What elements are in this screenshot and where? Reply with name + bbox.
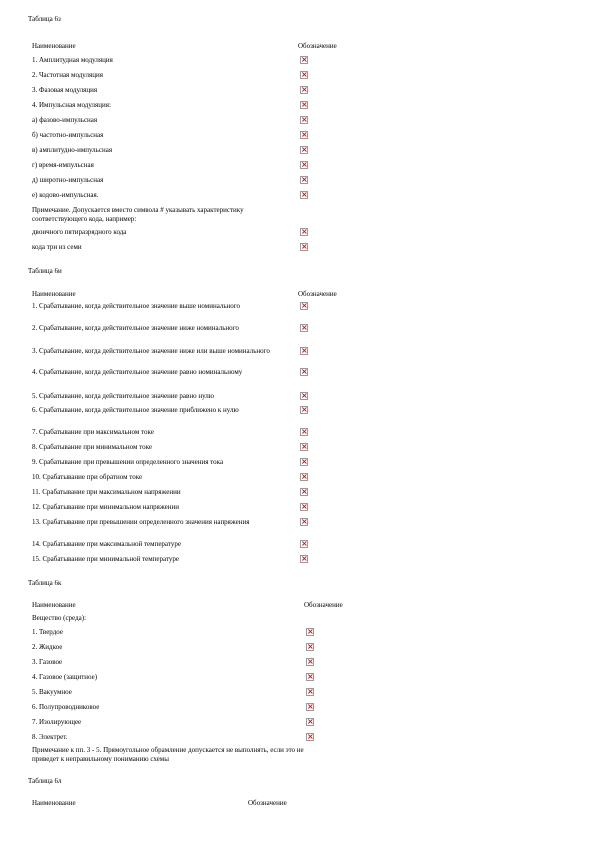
- table-caption: Таблица 6и: [28, 267, 62, 275]
- broken-image-icon: [300, 503, 308, 511]
- broken-image-icon: [306, 658, 314, 666]
- column-header-symbol: Обозначение: [298, 290, 337, 298]
- broken-image-icon: [300, 302, 308, 310]
- broken-image-icon: [306, 703, 314, 711]
- broken-image-icon: [306, 643, 314, 651]
- table-subhead: Вещество (среда):: [32, 614, 87, 622]
- broken-image-icon: [300, 71, 308, 79]
- broken-image-icon: [300, 443, 308, 451]
- row-label: 8. Электрет.: [32, 733, 68, 741]
- row-label: 2. Жидкое: [32, 643, 63, 651]
- broken-image-icon: [300, 406, 308, 414]
- row-label: б) частотно-импульсная: [32, 131, 104, 139]
- row-label: 8. Срабатывание при минимальном токе: [32, 443, 152, 451]
- row-label: 1. Амплитудная модуляция: [32, 56, 113, 64]
- row-label: 1. Твердое: [32, 628, 63, 636]
- row-label: 7. Изолирующее: [32, 718, 82, 726]
- table-6i: [28, 266, 568, 563]
- broken-image-icon: [300, 458, 308, 466]
- row-label: двоичного пятиразрядного кода: [32, 228, 127, 236]
- broken-image-icon: [300, 228, 308, 236]
- broken-image-icon: [300, 518, 308, 526]
- row-label: 7. Срабатывание при максимальном токе: [32, 428, 154, 436]
- broken-image-icon: [306, 688, 314, 696]
- row-label: а) фазово-импульсная: [32, 116, 98, 124]
- broken-image-icon: [300, 116, 308, 124]
- row-label: 6. Полупроводниковое: [32, 703, 100, 711]
- broken-image-icon: [300, 176, 308, 184]
- broken-image-icon: [300, 101, 308, 109]
- row-label: 10. Срабатывание при обратном токе: [32, 473, 143, 481]
- broken-image-icon: [306, 673, 314, 681]
- table-note: Примечание к пп. 3 - 5. Прямоугольное обрамление допускается не выполнять, если это не приведет к неправильному пониманию схемы: [32, 746, 304, 763]
- table-caption: Таблица 6л: [28, 777, 62, 785]
- broken-image-icon: [300, 243, 308, 251]
- broken-image-icon: [300, 392, 308, 400]
- column-header-name: Наименование: [32, 290, 76, 298]
- row-label: д) широтно-импульсная: [32, 176, 104, 184]
- broken-image-icon: [306, 718, 314, 726]
- column-header-name: Наименование: [32, 799, 76, 807]
- broken-image-icon: [300, 473, 308, 481]
- row-label: 15. Срабатывание при минимальной температуре: [32, 555, 180, 563]
- row-label: 12. Срабатывание при минимальном напряжении: [32, 503, 179, 511]
- table-caption: Таблица 6к: [28, 579, 62, 587]
- row-label: 5. Срабатывание, когда действительное значение равно нулю: [32, 392, 214, 400]
- broken-image-icon: [300, 540, 308, 548]
- row-label: 4. Срабатывание, когда действительное значение равно номинальному: [32, 368, 243, 376]
- column-header-symbol: Обозначение: [298, 42, 337, 50]
- row-label: 4. Импульсная модуляция:: [32, 101, 111, 109]
- broken-image-icon: [300, 131, 308, 139]
- table-note: Примечание. Допускается вместо символа # указывать характеристику соответствующего кода, например:: [32, 206, 244, 223]
- column-header-symbol: Обозначение: [248, 799, 287, 807]
- column-header-name: Наименование: [32, 42, 76, 50]
- row-label: 3. Срабатывание, когда действительное значение ниже или выше номинального: [32, 347, 270, 355]
- table-caption: Таблица 6з: [28, 15, 61, 23]
- table-6l: [28, 776, 568, 807]
- table-6k: [28, 578, 568, 763]
- row-label: в) амплитудно-импульсная: [32, 146, 113, 154]
- row-label: кода три из семи: [32, 243, 82, 251]
- broken-image-icon: [300, 191, 308, 199]
- row-label: 6. Срабатывание, когда действительное значение приближено к нулю: [32, 406, 239, 414]
- broken-image-icon: [300, 56, 308, 64]
- broken-image-icon: [306, 733, 314, 741]
- broken-image-icon: [300, 555, 308, 563]
- column-header-name: Наименование: [32, 601, 76, 609]
- broken-image-icon: [300, 488, 308, 496]
- broken-image-icon: [300, 161, 308, 169]
- row-label: 3. Фазовая модуляция: [32, 86, 98, 94]
- row-label: е) кодово-импульсная.: [32, 191, 99, 199]
- column-header-symbol: Обозначение: [304, 601, 343, 609]
- row-label: 5. Вакуумное: [32, 688, 72, 696]
- row-label: 2. Частотная модуляция: [32, 71, 103, 79]
- broken-image-icon: [300, 368, 308, 376]
- row-label: 2. Срабатывание, когда действительное значение ниже номинального: [32, 324, 239, 332]
- row-label: 9. Срабатывание при превышении определенного значения тока: [32, 458, 224, 466]
- broken-image-icon: [300, 86, 308, 94]
- row-label: 1. Срабатывание, когда действительное значение выше номинального: [32, 302, 241, 310]
- broken-image-icon: [300, 347, 308, 355]
- broken-image-icon: [300, 324, 308, 332]
- broken-image-icon: [300, 146, 308, 154]
- row-label: 11. Срабатывание при максимальном напряжении: [32, 488, 181, 496]
- row-label: 4. Газовое (защитное): [32, 673, 98, 681]
- broken-image-icon: [300, 428, 308, 436]
- row-label: 13. Срабатывание при превышении определенного значения напряжения: [32, 518, 250, 526]
- table-6z: [28, 14, 568, 251]
- row-label: 3. Газовое: [32, 658, 63, 666]
- row-label: г) время-импульсная: [32, 161, 94, 169]
- row-label: 14. Срабатывание при максимальной температуре: [32, 540, 181, 548]
- broken-image-icon: [306, 628, 314, 636]
